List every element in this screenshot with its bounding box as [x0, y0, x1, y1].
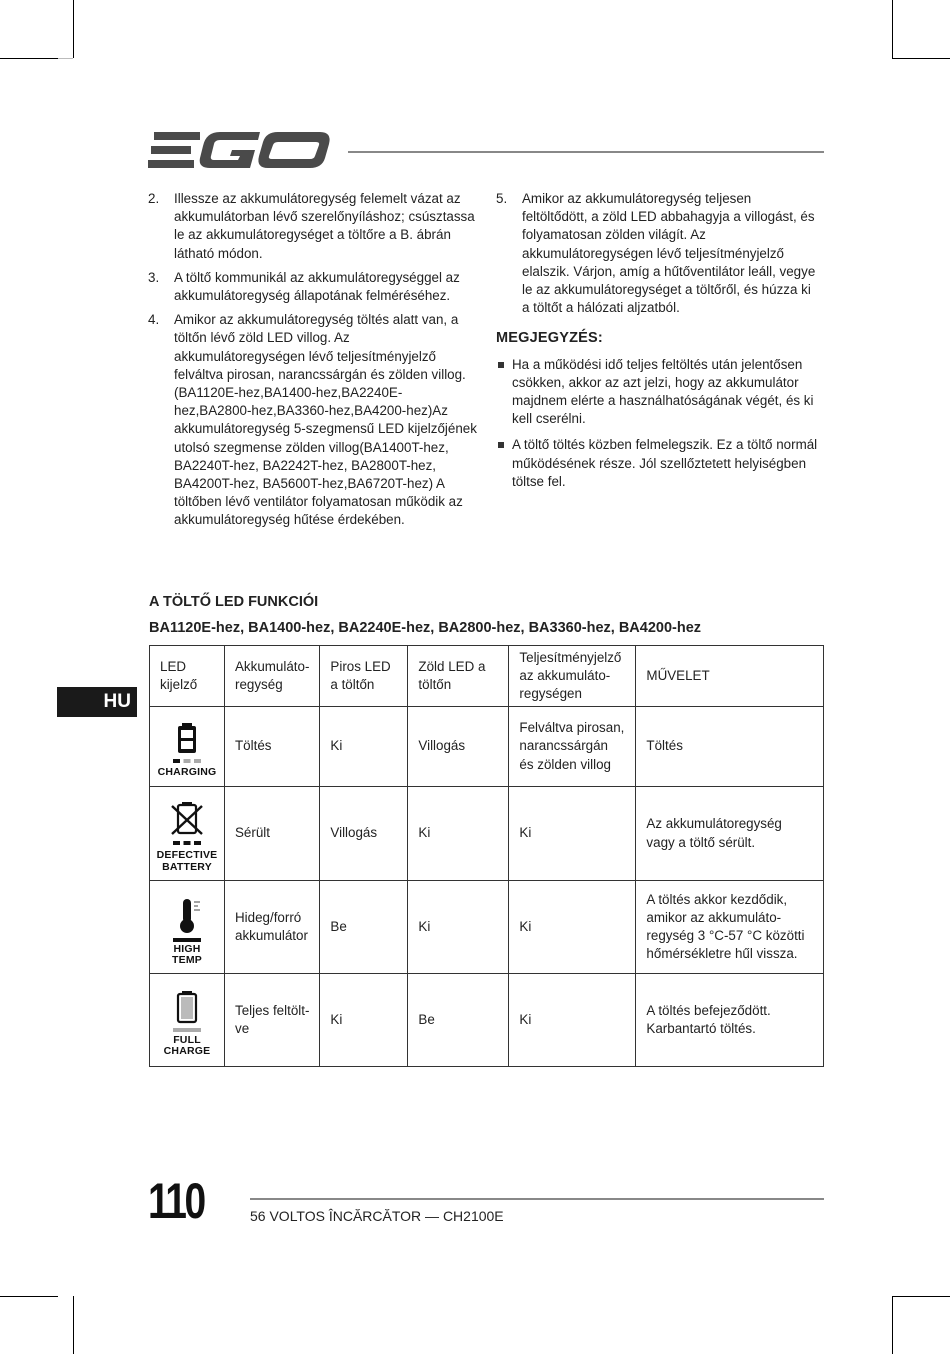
header-cell: Zöld LED a töltőn: [408, 646, 509, 707]
note-item: [496, 436, 820, 491]
item-number: 5.: [496, 191, 508, 206]
note-title: MEGJEGYZÉS:: [496, 330, 603, 347]
table-header-row: [150, 646, 824, 707]
footer-rule: [250, 1198, 824, 1200]
bullet-square-icon: [498, 362, 504, 368]
table-cell: Ki: [408, 787, 509, 881]
item-number: 4.: [148, 312, 160, 328]
battery-charging-icon: [167, 721, 207, 767]
table-row: [150, 787, 824, 881]
item-text: A töltő kommunikál az akkumulátoregységgel az akkumulátoregység állapotának felméréséhez.: [174, 269, 460, 304]
note-item: [496, 356, 820, 429]
crop-mark: [73, 1296, 74, 1354]
table-cell: Villogás: [320, 787, 408, 881]
list-item: [496, 190, 820, 317]
table-row: [150, 974, 824, 1067]
header-cell: Akkumuláto-regység: [225, 646, 320, 707]
table-cell: Teljes feltölt-ve: [225, 974, 320, 1067]
table-cell: Ki: [509, 881, 636, 974]
list-item: [148, 311, 478, 529]
icon-label: HIGH TEMP: [172, 942, 202, 966]
table-cell: Ki: [408, 881, 509, 974]
table-cell: Hideg/forró akkumulátor: [225, 881, 320, 974]
led-indicator-cell: [150, 881, 225, 974]
table-cell: Töltés: [636, 707, 824, 787]
table-cell: A töltés akkor kezdődik, amikor az akkumuláto-regység 3 °C-57 °C közötti hőmérsékletre hűl vissza.: [636, 881, 824, 974]
crop-mark: [892, 1296, 950, 1297]
list-item: [148, 269, 478, 305]
table-cell: Villogás: [408, 707, 509, 787]
header-rule: [348, 151, 824, 153]
section-subtitle: BA1120E-hez, BA1400-hez, BA2240E-hez, BA2800-hez, BA3360-hez, BA4200-hez: [149, 620, 702, 636]
item-number: 2.: [148, 191, 160, 206]
item-text: Amikor az akkumulátoregység teljesen feltöltődött, a zöld LED abbahagyja a villogást, és folyamatosan zölden világít. Az akkumulátoregységen lévő teljesítményjelző elalszik. Várjon, amíg a hűtőventilátor leáll, vegye le az akkumulátoregységet a töltőről, és húzza ki a töltőt a hálózati aljzatból.: [522, 191, 816, 316]
section-title: A TÖLTŐ LED FUNKCIÓI: [149, 594, 319, 610]
table-cell: Sérült: [225, 787, 320, 881]
led-indicator-cell: [150, 787, 225, 881]
table-cell: Ki: [320, 974, 408, 1067]
crop-mark: [892, 1296, 893, 1354]
icon-label: DEFECTIVE BATTERY: [156, 849, 218, 873]
item-number: 3.: [148, 269, 160, 285]
ego-logo: [148, 130, 333, 172]
crop-mark: [892, 0, 893, 58]
led-indicator-cell: [150, 974, 225, 1067]
led-function-table: [149, 645, 824, 1067]
list-item: [148, 190, 478, 263]
table-row: [150, 707, 824, 787]
led-indicator-cell: [150, 707, 225, 787]
table-cell: Be: [408, 974, 509, 1067]
table-cell: Felváltva pirosan, narancssárgán és zölden villog: [509, 707, 636, 787]
item-text: Amikor az akkumulátoregység töltés alatt van, a töltőn lévő zöld LED villog. Az akkumulátoregységen lévő teljesítményjelző felváltva pirosan, narancssárgán és zölden villog. (BA1120E-hez,BA1400-hez,BA2240E-hez,BA2800-hez,BA3360-hez,BA4200-hez)Az akkumulátoregység 5-szegmensű LED kijelzőjének utolsó szegmense zölden villog(BA1400T-hez, BA2240T-hez, BA2242T-hez, BA2800T-hez, BA4200T-hez, BA5600T-hez,BA6720T-hez) A töltőben lévő ventilátor folyamatosan működik az akkumulátoregység hűtése érdekében.: [174, 312, 477, 528]
table-cell: Ki: [320, 707, 408, 787]
table-cell: Az akkumulátoregység vagy a töltő sérült.: [636, 787, 824, 881]
table-cell: A töltés befejeződött. Karbantartó töltés.: [636, 974, 824, 1067]
battery-defective-icon: [167, 800, 207, 850]
page-number: 110: [148, 1173, 204, 1229]
item-text: Illessze az akkumulátoregység felemelt vázat az akkumulátorban lévő szerelőnyíláshoz; csúsztassa le az akkumulátoregységet a töltőre a B. ábrán látható módon.: [174, 191, 475, 261]
crop-mark: [0, 58, 58, 59]
right-column: [496, 190, 820, 499]
crop-mark: [892, 58, 950, 59]
crop-mark: [58, 58, 73, 59]
note-text: Ha a működési idő teljes feltöltés után jelentősen csökken, akkor az azt jelzi, hogy az akkumulátor majdnem elérte a használhatóságának végét, és ki kell cserélni.: [512, 356, 814, 427]
table-cell: Ki: [509, 787, 636, 881]
left-column: [148, 190, 478, 536]
header-cell: LED kijelző: [150, 646, 225, 707]
header-cell: Piros LED a töltőn: [320, 646, 408, 707]
icon-label: FULL CHARGE: [163, 1033, 211, 1057]
crop-mark: [0, 1296, 58, 1297]
note-text: A töltő töltés közben felmelegszik. Ez a töltő normál működésének része. Jól szellőztetett helyiségben töltse fel.: [512, 437, 818, 489]
icon-label: CHARGING: [157, 765, 217, 778]
header-cell: MŰVELET: [636, 646, 824, 707]
header-cell: Teljesítményjelző az akkumuláto-regységen: [509, 646, 636, 707]
table-cell: Ki: [509, 974, 636, 1067]
table-row: [150, 881, 824, 974]
thermometer-icon: [167, 896, 207, 944]
bullet-square-icon: [498, 442, 504, 448]
table-cell: Be: [320, 881, 408, 974]
table-cell: Töltés: [225, 707, 320, 787]
language-tab: HU: [57, 687, 137, 717]
battery-full-icon: [167, 989, 207, 1035]
crop-mark: [73, 0, 74, 58]
footer-title: 56 VOLTOS ÎNCĂRCĂTOR — CH2100E: [250, 1208, 504, 1224]
